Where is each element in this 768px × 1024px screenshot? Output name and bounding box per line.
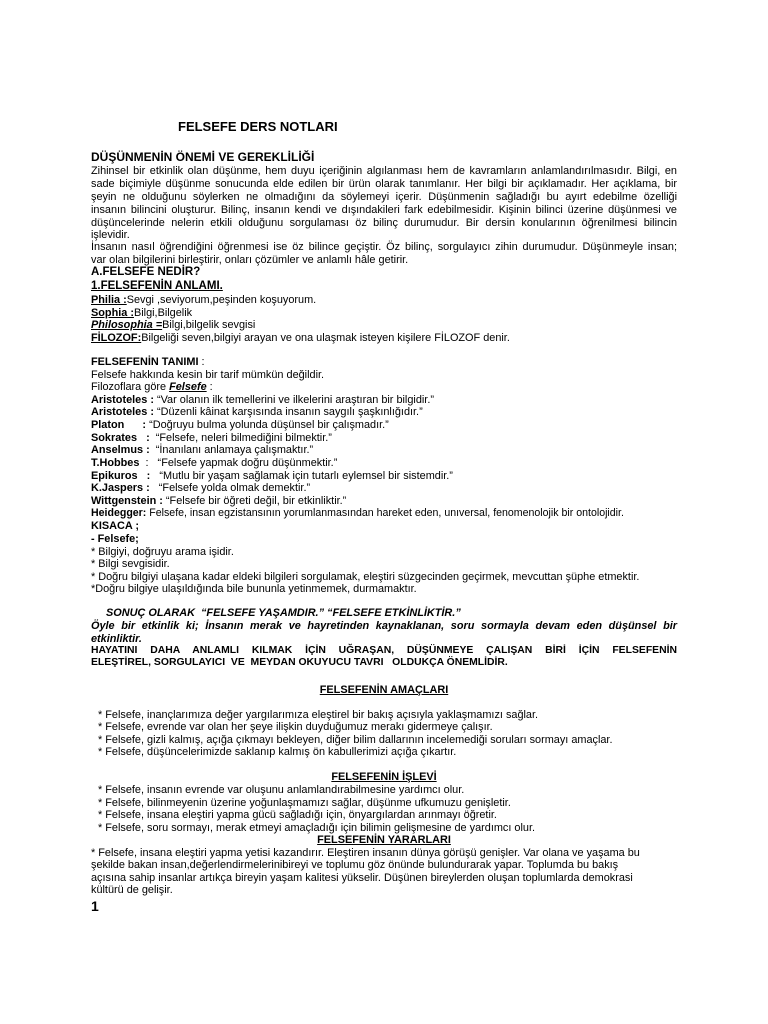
definition-philosophia — [91, 319, 677, 332]
text-sophia: Bilgi,Bilgelik — [133, 307, 193, 319]
conclusion-line: Öyle bir etkinlik ki; İnsanın merak ve hayretinden kaynaklanan, soru sormayla devam eden düşünsel bir — [91, 620, 677, 632]
benefits-line: açısına sahip insanlar artıkça bireyin yaşam kalitesi yükselir. Düşünen bireylerden oluşan toplumlarda demokrasi — [91, 872, 633, 884]
bullet-item: * Doğru bilgiyi ulaşana kadar eldeki bilgileri sorgulamak, eleştiri süzgecinden geçirmek, mevcuttan şüphe etmektir. — [91, 571, 640, 583]
paragraph-line: sade biçimiyle düşünme sonucunda elde edilen bir ürün olarak tanımlanır. Her bilgi bir açıklamadır. Her açıklama, bir — [91, 178, 677, 190]
conclusion-line: etkinliktir. — [91, 633, 142, 645]
quote-text: “Mutlu bir yaşam sağlamak için tutarlı eylemsel bir sistemdir.” — [150, 470, 453, 482]
emphasis-line: HAYATINI DAHA ANLAMLI KILMAK İÇİN UĞRAŞAN, DÜŞÜNMEYE ÇALIŞAN BİRİ İÇİN FELSEFENİN — [91, 645, 677, 656]
quote-text: “İnanılanı anlamaya çalışmaktır.” — [149, 444, 314, 456]
term-philosophia: Philosophia = — [91, 319, 163, 331]
emphasis-line: ELEŞTİREL, SORGULAYICI VE MEYDAN OKUYUCU TAVRI OLDUKÇA ÖNEMLİDİR. — [91, 657, 508, 668]
text-filozof: Bilgeliği seven,bilgiyi arayan ve ona ulaşmak isteyen kişilere FİLOZOF denir. — [141, 332, 510, 344]
quote-row — [91, 495, 677, 508]
definition-sophia — [91, 307, 677, 320]
definition-philia — [91, 294, 677, 307]
section-heading-definition — [91, 356, 677, 369]
definition-heading-colon: : — [198, 356, 205, 368]
quote-row — [91, 394, 677, 407]
quote-row — [91, 482, 677, 495]
page-number: 1 — [91, 898, 99, 914]
paragraph-line: şeyin ne olduğunu söylerken ne olmadığını da söylemeyi içerir. Düşünmenin sağladığı bu ayırt edebilme özelliği — [91, 191, 677, 203]
quote-row — [91, 432, 677, 445]
function-item: * Felsefe, insana eleştiri yapma gücü sağladığı için, önyargılardan arınmayı öğretir. — [98, 809, 497, 821]
quote-row — [91, 457, 677, 470]
bullet-item: * Bilgi sevgisidir. — [91, 558, 170, 570]
philosopher-name: Wittgenstein : — [91, 495, 163, 507]
paragraph-line: Zihinsel bir etkinlik olan düşünme, hem duyu içeriğinin algılanması hem de kavramların anlamlandırılmasıdır. Bilgi, en — [91, 165, 677, 177]
term-filozof: FİLOZOF: — [91, 332, 142, 344]
philosophers-intro — [91, 381, 677, 394]
quote-text: “Felsefe, neleri bilmediğini bilmektir.” — [149, 432, 332, 444]
benefits-line: * Felsefe, insana eleştiri yapma yetisi kazandırır. Eleştiren insanın dünya görüşü genişler. Var olana ve yaşama bu — [91, 847, 640, 859]
philosopher-name: Aristoteles : — [91, 394, 154, 406]
quote-row — [91, 470, 677, 483]
paragraph-line: İnsanın nasıl öğrendiğini öğrenmesi ise öz bilince geçiştir. Öz bilinç, sorgulayıcı zihin durumudur. Düşünmeyle insan; — [91, 241, 677, 253]
philosopher-name: Aristoteles : — [91, 406, 154, 418]
term-sophia: Sophia : — [91, 307, 134, 319]
paragraph-line: var olan bilgilerini birleştirir, onları çözümler ve anlamlı hâle getirir. — [91, 254, 409, 266]
aim-item: * Felsefe, gizli kalmış, açığa çıkmayı bekleyen, diğer bilim dallarının incelemediği soruları sormayı amaçlar. — [98, 734, 613, 746]
quote-text: “Düzenli kâinat karşısında insanın saygılı şaşkınlığıdır.” — [153, 406, 423, 418]
section-heading-function: FELSEFENİN İŞLEVİ — [331, 771, 437, 783]
quote-text: “Felsefe yolda olmak demektir.” — [149, 482, 311, 494]
subheading-meaning: 1.FELSEFENİN ANLAMI. — [91, 280, 223, 292]
philosopher-name: K.Jaspers : — [91, 482, 150, 494]
section-heading-aims: FELSEFENİN AMAÇLARI — [319, 684, 449, 696]
quote-text: Felsefe, insan egzistansının yorumlanmasından hareket eden, unıversal, fenomenolojik bir ontolojidir. — [146, 507, 624, 519]
term-philia: Philia : — [91, 294, 127, 306]
philosopher-name: Epikuros : — [91, 470, 151, 482]
paragraph-line: Felsefe hakkında kesin bir tarif mümkün değildir. — [91, 369, 325, 381]
quote-row — [91, 419, 677, 432]
text-philosophia: Bilgi,bilgelik sevgisi — [162, 319, 256, 331]
definition-heading-label: FELSEFENİN TANIMI — [91, 356, 199, 368]
benefits-line: şekilde bakan insan,değerlendirmelerinibireyi ve toplumu göz önünde bulundurarak yapar. Toplumda bu bakış — [91, 859, 619, 871]
function-item: * Felsefe, insanın evrende var oluşunu anlamlandırabilmesine yardımcı olur. — [98, 784, 465, 796]
function-item: * Felsefe, soru sormayı, merak etmeyi amaçladığı için bilimin gelişmesine de yardımcı olur. — [98, 822, 535, 834]
quote-row — [91, 444, 677, 457]
intro-post: : — [206, 381, 213, 393]
philosopher-name: Heidegger: — [91, 507, 147, 519]
philosopher-name: T.Hobbes — [91, 457, 140, 469]
section-heading-thinking: DÜŞÜNMENİN ÖNEMİ VE GEREKLİLİĞİ — [91, 150, 315, 164]
quote-text: “Doğruyu bulma yolunda düşünsel bir çalışmadır.” — [146, 419, 389, 431]
aim-item: * Felsefe, evrende var olan her şeye ilişkin duyduğumuz merakı gidermeye çalışır. — [98, 721, 493, 733]
section-heading-what-is: A.FELSEFE NEDİR? — [91, 266, 201, 278]
quote-row — [91, 406, 677, 419]
philosopher-name: Platon : — [91, 419, 147, 431]
intro-term: Felsefe — [169, 381, 207, 393]
felsefe-label: - Felsefe; — [91, 533, 139, 545]
conclusion-heading: SONUÇ OLARAK “FELSEFE YAŞAMDIR.” “FELSEFE ETKİNLİKTİR.” — [106, 607, 461, 619]
quote-row — [91, 507, 677, 520]
aim-item: * Felsefe, düşüncelerimizde saklanıp kalmış ön kabullerimizi açığa çıkartır. — [98, 746, 457, 758]
summary-label: KISACA ; — [91, 520, 139, 532]
bullet-item: *Doğru bilgiye ulaşıldığında bile bununla yetinmemek, durmamaktır. — [91, 583, 417, 595]
quote-text: “Var olanın ilk temellerini ve ilkelerini araştıran bir bilgidir.” — [153, 394, 434, 406]
paragraph-line: düşüncelerinde nelerin etkili olduğunu sorgulaması öz bilinç durumudur. Bir dersin konularının öğrenilmesi bilincin — [91, 217, 677, 229]
philosopher-name: Anselmus : — [91, 444, 150, 456]
section-heading-benefits: FELSEFENİN YARARLARI — [317, 834, 451, 846]
quote-text: “Felsefe bir öğreti değil, bir etkinliktir.” — [162, 495, 347, 507]
paragraph-line: insanın bilincini oluşturur. Bilinç, insanın kendi ve dışındakileri fark edebilmesidir. Kişinin bilinci üzerine düşünmesi ve — [91, 204, 677, 216]
definition-filozof — [91, 332, 677, 345]
quote-text: : “Felsefe yapmak doğru düşünmektir.” — [139, 457, 338, 469]
function-item: * Felsefe, bilinmeyenin üzerine yoğunlaşmamızı sağlar, düşünme ufkumuzu genişletir. — [98, 797, 511, 809]
benefits-line: kültürü de gelişir. — [91, 884, 173, 896]
philosopher-name: Sokrates : — [91, 432, 150, 444]
intro-pre: Filozoflara göre — [91, 381, 170, 393]
document-title: FELSEFE DERS NOTLARI — [178, 119, 338, 134]
text-philia: Sevgi ,seviyorum,peşinden koşuyorum. — [126, 294, 317, 306]
aim-item: * Felsefe, inançlarımıza değer yargılarımıza eleştirel bir bakış açısıyla yaklaşmamızı sağlar. — [98, 709, 539, 721]
paragraph-line: işlevidir. — [91, 229, 130, 241]
bullet-item: * Bilgiyi, doğruyu arama işidir. — [91, 546, 234, 558]
